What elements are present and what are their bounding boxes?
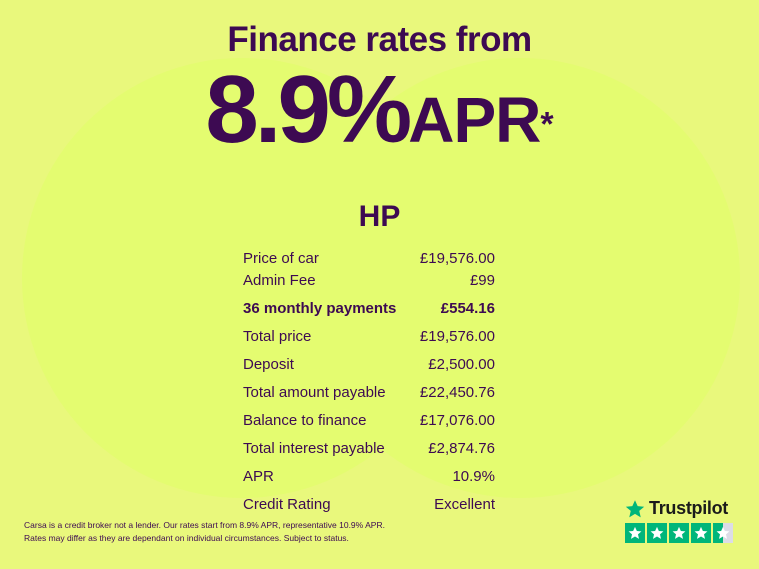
row-label: Credit Rating [243, 496, 331, 513]
row-value: £99 [469, 272, 495, 289]
row-value: £19,576.00 [419, 328, 495, 345]
row-label: APR [243, 468, 274, 485]
star-half-5 [713, 523, 733, 543]
table-row [243, 354, 495, 376]
disclaimer-line-1: Carsa is a credit broker not a lender. Our rates start from 8.9% APR, representative 10.9% APR. [24, 520, 385, 530]
disclaimer [24, 519, 424, 545]
row-value: £2,874.76 [428, 440, 495, 457]
star-filled-2 [647, 523, 667, 543]
row-value: Excellent [434, 496, 495, 513]
disclaimer-line-2: Rates may differ as they are dependant on individual circumstances. Subject to status. [24, 533, 349, 543]
row-label: Total price [243, 328, 312, 345]
row-label: Total amount payable [243, 384, 386, 401]
row-value: £2,500.00 [428, 356, 495, 373]
trustpilot-stars [625, 523, 735, 543]
row-label: Price of car [243, 250, 319, 267]
trustpilot-wordmark: Trustpilot [649, 498, 728, 518]
star-filled-1 [625, 523, 645, 543]
row-value: 10.9% [452, 468, 495, 485]
rate-asterisk: * [540, 105, 554, 144]
row-label: Total interest payable [243, 440, 385, 457]
row-label: 36 monthly payments [243, 300, 397, 317]
headline: Finance rates from [227, 20, 532, 59]
table-row [243, 410, 495, 432]
table-row [243, 248, 495, 270]
rate-display [0, 56, 759, 163]
row-label: Admin Fee [243, 272, 316, 289]
trustpilot-star-icon [625, 499, 645, 519]
product-title: HP [358, 200, 401, 233]
table-row [243, 382, 495, 404]
trustpilot-rating [625, 498, 735, 543]
star-filled-4 [691, 523, 711, 543]
finance-table [243, 248, 495, 516]
row-label: Balance to finance [243, 412, 367, 429]
rate-unit: APR [408, 84, 541, 156]
table-row [243, 270, 495, 292]
table-row [243, 326, 495, 348]
row-value: £17,076.00 [419, 412, 495, 429]
row-value: £554.16 [440, 300, 495, 317]
row-label: Deposit [243, 356, 294, 373]
table-row-monthly-payments [243, 298, 495, 320]
table-row [243, 466, 495, 488]
star-filled-3 [669, 523, 689, 543]
table-row [243, 494, 495, 516]
row-value: £19,576.00 [419, 250, 495, 267]
rate-value: 8.9% [205, 56, 409, 163]
trustpilot-logo [625, 498, 735, 519]
table-row [243, 438, 495, 460]
row-value: £22,450.76 [419, 384, 495, 401]
